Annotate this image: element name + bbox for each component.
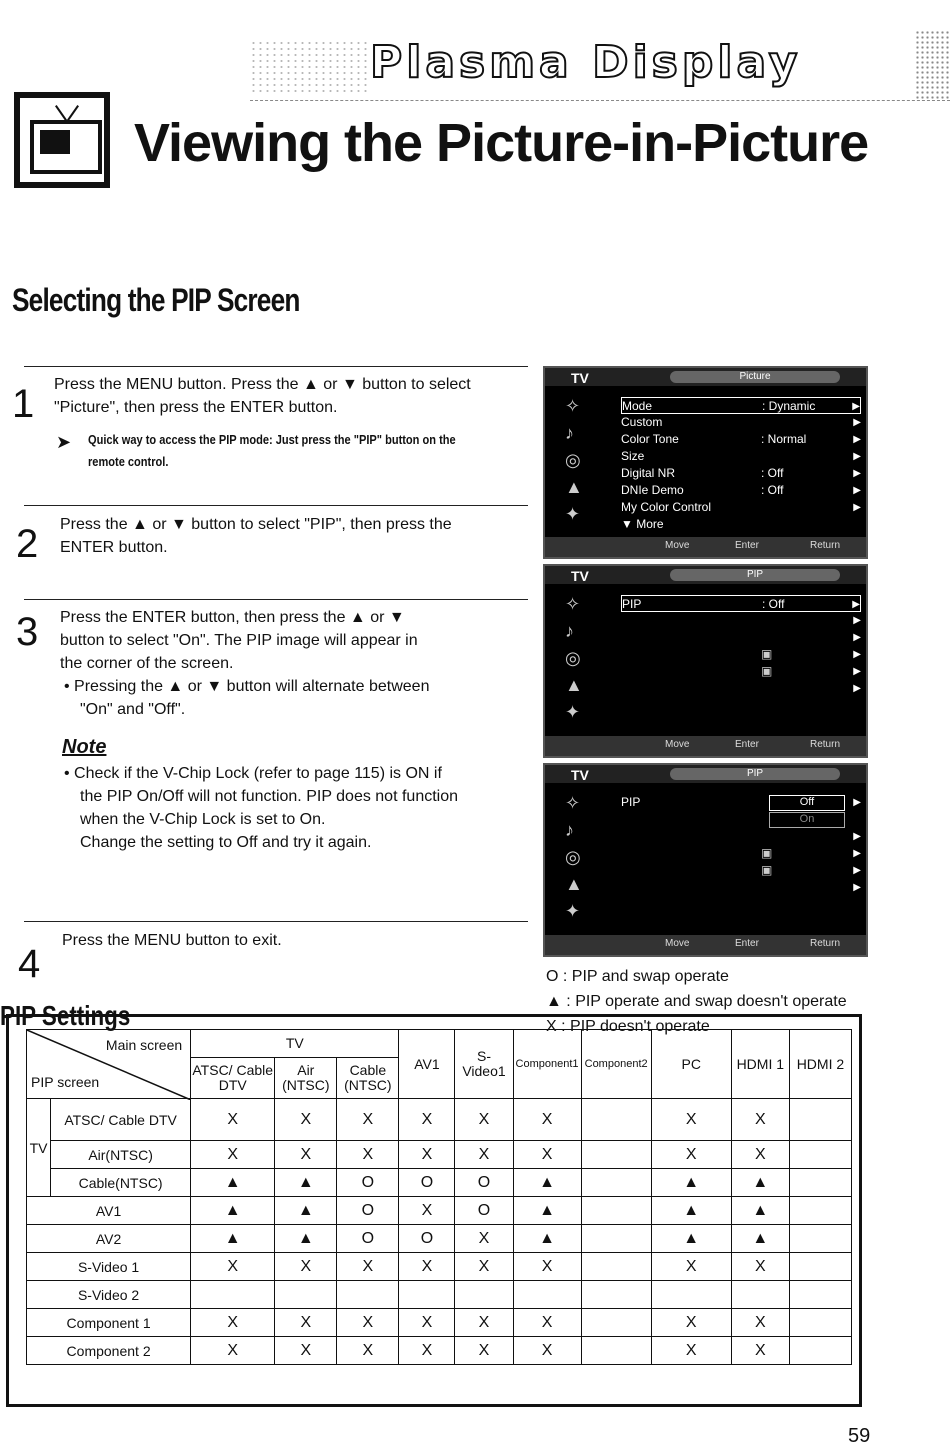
column-header: Component2 <box>581 1030 651 1099</box>
step-text: Press the ▲ or ▼ button to select "PIP", then press the ENTER button. <box>60 516 452 556</box>
menu-row-my-color-control[interactable]: My Color Control ▶ <box>621 500 861 514</box>
table-row <box>27 1141 852 1169</box>
table-cell: X <box>455 1141 513 1169</box>
step-text: Press the ENTER button, then press the ▲ or ▼ button to select "On". The PIP image will appear in the corner of the screen. • Pressing the ▲ or ▼ button will alternate between "On" and "Off". <box>60 609 430 718</box>
step-divider <box>24 599 528 600</box>
menu-icon-column: ✧ ♪ ◎ ▲ ✦ <box>565 396 583 524</box>
table-cell: ▲ <box>651 1225 731 1253</box>
table-cell: ▲ <box>651 1197 731 1225</box>
menu-tv-label: TV <box>571 370 589 386</box>
row-header: S-Video 2 <box>27 1281 191 1309</box>
table-row <box>27 1169 852 1197</box>
row-header: AV1 <box>27 1197 191 1225</box>
table-cell: ▲ <box>731 1169 789 1197</box>
step-number: 2 <box>16 522 39 566</box>
table-cell: X <box>731 1253 789 1281</box>
table-cell <box>581 1099 651 1141</box>
menu-row-digital-nr[interactable]: Digital NR : Off ▶ <box>621 466 861 480</box>
table-cell: X <box>513 1099 581 1141</box>
menu-row-more[interactable]: ▼ More <box>621 517 664 531</box>
table-cell: X <box>191 1099 275 1141</box>
pip-menu-screenshot <box>543 564 868 758</box>
brand-title: Plasma Display <box>370 37 802 88</box>
table-cell: X <box>731 1309 789 1337</box>
tv-group-row-header: TV <box>27 1099 51 1197</box>
table-cell: X <box>513 1253 581 1281</box>
table-cell: X <box>399 1337 455 1365</box>
row-header: ATSC/ Cable DTV <box>51 1099 191 1141</box>
table-cell: O <box>399 1169 455 1197</box>
table-cell: ▲ <box>275 1169 337 1197</box>
table-cell: X <box>651 1141 731 1169</box>
table-cell: X <box>275 1309 337 1337</box>
column-header: Component1 <box>513 1030 581 1099</box>
column-header: HDMI 1 <box>731 1030 789 1099</box>
table-cell: X <box>191 1253 275 1281</box>
table-cell: X <box>455 1309 513 1337</box>
table-cell: ▲ <box>275 1225 337 1253</box>
table-cell: X <box>651 1253 731 1281</box>
quick-tip: Quick way to access the PIP mode: Just press the "PIP" button on the remote control. <box>88 432 456 469</box>
table-cell: X <box>191 1141 275 1169</box>
menu-row-dim: ▶ <box>853 831 861 842</box>
table-cell: O <box>455 1169 513 1197</box>
table-cell <box>455 1281 513 1309</box>
table-cell: O <box>337 1225 399 1253</box>
table-cell: X <box>731 1141 789 1169</box>
table-cell: ▲ <box>191 1197 275 1225</box>
row-header: S-Video 1 <box>27 1253 191 1281</box>
row-header: Component 1 <box>27 1309 191 1337</box>
table-cell: X <box>337 1309 399 1337</box>
menu-row-dim: ▶ <box>853 882 861 893</box>
menu-row-dim: ▣ ▶ <box>761 664 861 678</box>
header-rule <box>250 100 950 101</box>
table-cell <box>581 1253 651 1281</box>
table-cell <box>581 1169 651 1197</box>
page-number: 59 <box>848 1425 871 1447</box>
tv-group-header: TV <box>191 1030 399 1058</box>
table-cell: X <box>513 1309 581 1337</box>
table-cell <box>789 1225 851 1253</box>
menu-title: PIP <box>670 569 840 581</box>
table-cell: ▲ <box>513 1197 581 1225</box>
table-cell <box>789 1099 851 1141</box>
table-cell: X <box>337 1253 399 1281</box>
option-on[interactable]: On <box>769 812 845 828</box>
menu-row-dim: ▣ ▶ <box>761 863 861 877</box>
table-cell <box>789 1253 851 1281</box>
legend-item: X : PIP doesn't operate <box>546 1018 710 1035</box>
table-cell <box>789 1337 851 1365</box>
menu-row-dim: ▣ ▶ <box>761 846 861 860</box>
table-cell <box>581 1337 651 1365</box>
table-cell: ▲ <box>513 1225 581 1253</box>
table-row <box>27 1309 852 1337</box>
table-cell <box>789 1197 851 1225</box>
step-number: 4 <box>18 942 41 986</box>
table-cell: X <box>191 1309 275 1337</box>
menu-row-size[interactable]: Size ▶ <box>621 449 861 463</box>
table-cell: X <box>513 1337 581 1365</box>
table-cell: X <box>275 1099 337 1141</box>
menu-icon-column: ✧ ♪ ◎ ▲ ✦ <box>565 594 583 722</box>
pip-options-menu-screenshot <box>543 763 868 957</box>
menu-footer: Move Enter Return <box>545 736 866 756</box>
table-cell: X <box>275 1141 337 1169</box>
table-cell: X <box>513 1141 581 1169</box>
table-cell <box>731 1281 789 1309</box>
row-header: Component 2 <box>27 1337 191 1365</box>
table-row <box>27 1197 852 1225</box>
table-row <box>27 1253 852 1281</box>
table-cell: X <box>275 1253 337 1281</box>
table-cell <box>651 1281 731 1309</box>
section-title: Selecting the PIP Screen <box>12 282 300 318</box>
menu-footer: Move Enter Return <box>545 935 866 955</box>
table-cell <box>581 1141 651 1169</box>
menu-row-dim: ▶ <box>853 683 861 694</box>
table-cell: X <box>455 1337 513 1365</box>
table-cell: X <box>191 1337 275 1365</box>
menu-row-pip[interactable]: PIP : Off ▶ <box>622 597 860 611</box>
column-header: HDMI 2 <box>789 1030 851 1099</box>
table-cell: X <box>455 1099 513 1141</box>
row-header: Air(NTSC) <box>51 1141 191 1169</box>
table-cell: X <box>455 1225 513 1253</box>
option-off[interactable]: Off <box>769 795 845 811</box>
menu-row-pip: PIP ▶ <box>621 795 861 809</box>
menu-row-dim: ▣ ▶ <box>761 647 861 661</box>
picture-menu-screenshot <box>543 366 868 559</box>
table-cell: X <box>337 1337 399 1365</box>
menu-row-dim: ▶ <box>853 615 861 626</box>
table-cell <box>581 1281 651 1309</box>
table-cell <box>581 1225 651 1253</box>
menu-row-dnie-demo[interactable]: DNIe Demo : Off ▶ <box>621 483 861 497</box>
menu-row-mode[interactable]: Mode : Dynamic ▶ <box>622 399 860 413</box>
table-cell <box>191 1281 275 1309</box>
table-cell: ▲ <box>191 1225 275 1253</box>
column-header: S-Video1 <box>455 1030 513 1099</box>
column-header: Cable (NTSC) <box>337 1058 399 1099</box>
tv-icon <box>14 92 110 188</box>
menu-icon-column: ✧ ♪ ◎ ▲ ✦ <box>565 793 583 921</box>
table-row <box>27 1225 852 1253</box>
note-text: • Check if the V-Chip Lock (refer to page 115) is ON if the PIP On/Off will not function. PIP does not function when the V-Chip Lock is set to On. Change the setting to Off and try it again. <box>64 765 459 851</box>
table-cell <box>581 1197 651 1225</box>
menu-tv-label: TV <box>571 767 589 783</box>
arrow-icon: ➤ <box>56 432 72 452</box>
menu-row-dim: ▶ <box>853 632 861 643</box>
table-cell <box>789 1169 851 1197</box>
header-dot-pattern-right <box>915 30 950 100</box>
table-cell <box>399 1281 455 1309</box>
step-divider <box>24 505 528 506</box>
step-divider <box>24 366 528 367</box>
table-cell: ▲ <box>731 1197 789 1225</box>
menu-row-custom[interactable]: Custom ▶ <box>621 415 861 429</box>
note-heading: Note <box>62 736 107 758</box>
table-cell <box>581 1309 651 1337</box>
page-title: Viewing the Picture-in-Picture <box>134 113 869 173</box>
menu-title: PIP <box>670 768 840 780</box>
main-screen-label: Main screen <box>105 1037 183 1053</box>
table-row <box>27 1337 852 1365</box>
menu-footer: Move Enter Return <box>545 537 866 557</box>
table-cell <box>275 1281 337 1309</box>
pip-settings-table <box>26 1029 852 1365</box>
step-number: 1 <box>12 382 35 426</box>
menu-tv-label: TV <box>571 568 589 584</box>
table-cell: X <box>455 1253 513 1281</box>
column-header: PC <box>651 1030 731 1099</box>
menu-row-color-tone[interactable]: Color Tone : Normal ▶ <box>621 432 861 446</box>
table-cell <box>513 1281 581 1309</box>
table-cell: O <box>455 1197 513 1225</box>
table-cell: ▲ <box>513 1169 581 1197</box>
table-cell <box>789 1141 851 1169</box>
table-cell <box>789 1309 851 1337</box>
corner-header <box>27 1030 191 1099</box>
step-text: Press the MENU button. Press the ▲ or ▼ button to select "Picture", then press the ENTER button. <box>54 376 471 416</box>
step-text: Press the MENU button to exit. <box>62 932 282 949</box>
table-cell: X <box>399 1253 455 1281</box>
table-cell: X <box>399 1197 455 1225</box>
table-cell: O <box>337 1197 399 1225</box>
column-header: Air (NTSC) <box>275 1058 337 1099</box>
pip-screen-label: PIP screen <box>31 1074 100 1090</box>
table-cell: ▲ <box>651 1169 731 1197</box>
table-row <box>27 1099 852 1141</box>
table-cell <box>337 1281 399 1309</box>
column-header: ATSC/ Cable DTV <box>191 1058 275 1099</box>
table-cell: O <box>337 1169 399 1197</box>
step-number: 3 <box>16 610 39 654</box>
pip-settings-heading: PIP Settings <box>0 1000 131 1031</box>
table-cell: X <box>337 1141 399 1169</box>
legend-item: O : PIP and swap operate <box>546 968 729 985</box>
table-cell: ▲ <box>731 1225 789 1253</box>
table-cell: X <box>275 1337 337 1365</box>
column-header: AV1 <box>399 1030 455 1099</box>
row-header: Cable(NTSC) <box>51 1169 191 1197</box>
table-cell: O <box>399 1225 455 1253</box>
table-cell: X <box>337 1099 399 1141</box>
table-cell: ▲ <box>275 1197 337 1225</box>
table-cell <box>789 1281 851 1309</box>
header-dot-pattern <box>250 40 370 95</box>
table-cell: X <box>651 1309 731 1337</box>
row-header: AV2 <box>27 1225 191 1253</box>
table-cell: X <box>731 1337 789 1365</box>
table-cell: X <box>399 1099 455 1141</box>
legend-item: ▲ : PIP operate and swap doesn't operate <box>546 993 847 1010</box>
step-divider <box>24 921 528 922</box>
table-row <box>27 1281 852 1309</box>
table-cell: X <box>651 1099 731 1141</box>
table-cell: X <box>651 1337 731 1365</box>
table-cell: X <box>731 1099 789 1141</box>
table-cell: X <box>399 1309 455 1337</box>
table-cell: X <box>399 1141 455 1169</box>
menu-title: Picture <box>670 371 840 383</box>
table-cell: ▲ <box>191 1169 275 1197</box>
